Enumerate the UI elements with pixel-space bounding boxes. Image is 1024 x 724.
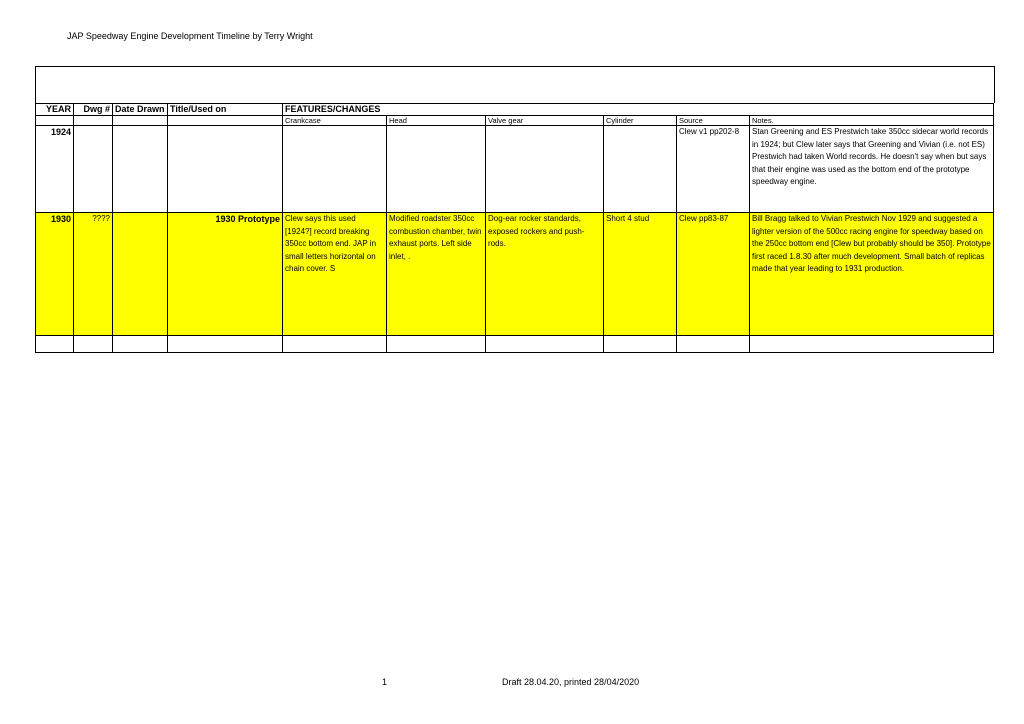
timeline-table [35,103,994,353]
cell-title [168,126,283,213]
table-row [36,126,994,213]
cell-valve-gear: Dog-ear rocker standards, exposed rockers and push-rods. [486,213,604,336]
cell-cylinder [604,126,677,213]
cell-date-drawn [113,213,168,336]
cell-year: 1930 [36,213,74,336]
subheader-notes: Notes. [750,116,994,126]
cell-crankcase [283,126,387,213]
subheader-valve-gear: Valve gear [486,116,604,126]
cell-dwg [74,126,113,213]
cell-dwg: ???? [74,213,113,336]
subheader-crankcase: Crankcase [283,116,387,126]
header-dwg: Dwg # [74,104,113,116]
subheader-row [36,116,994,126]
table-row [36,213,994,336]
cell-crankcase: Clew says this used [1924?] record breaking 350cc bottom end. JAP in small letters horizontal on chain cover. S [283,213,387,336]
subheader-source: Source [677,116,750,126]
header-row [36,104,994,116]
cell-notes: Stan Greening and ES Prestwich take 350cc sidecar world records in 1924; but Clew later says that Greening and Vivian (i.e. not ES) Prestwich had taken World records. He doesn't say when but says that their engine was used as the bottom end of the prototype speedway engine. [750,126,994,213]
cell-head [387,126,486,213]
title-banner-box [35,66,995,103]
cell-head: Modified roadster 350cc combustion chamber, twin exhaust ports. Left side inlet, . [387,213,486,336]
cell-notes: Bill Bragg talked to Vivian Prestwich Nov 1929 and suggested a lighter version of the 500cc racing engine for speedway based on the 250cc bottom end [Clew but probably should be 350]. Prototype first raced 1.8.30 after much development. Small batch of replicas made that year leading to 1931 production. [750,213,994,336]
draft-info: Draft 28.04.20, printed 28/04/2020 [502,677,640,687]
cell-valve-gear [486,126,604,213]
header-date-drawn: Date Drawn [113,104,168,116]
cell-source: Clew v1 pp202-8 [677,126,750,213]
header-features: FEATURES/CHANGES [283,104,387,116]
cell-date-drawn [113,126,168,213]
header-title: Title/Used on [168,104,283,116]
cell-source: Clew pp83-87 [677,213,750,336]
subheader-cylinder: Cylinder [604,116,677,126]
cell-cylinder: Short 4 stud [604,213,677,336]
cell-title: 1930 Prototype [168,213,283,336]
header-year: YEAR [36,104,74,116]
cell-year: 1924 [36,126,74,213]
page-number: 1 [382,677,388,687]
subheader-head: Head [387,116,486,126]
empty-row [36,336,994,353]
page-header-title: JAP Speedway Engine Development Timeline by Terry Wright [67,31,313,41]
